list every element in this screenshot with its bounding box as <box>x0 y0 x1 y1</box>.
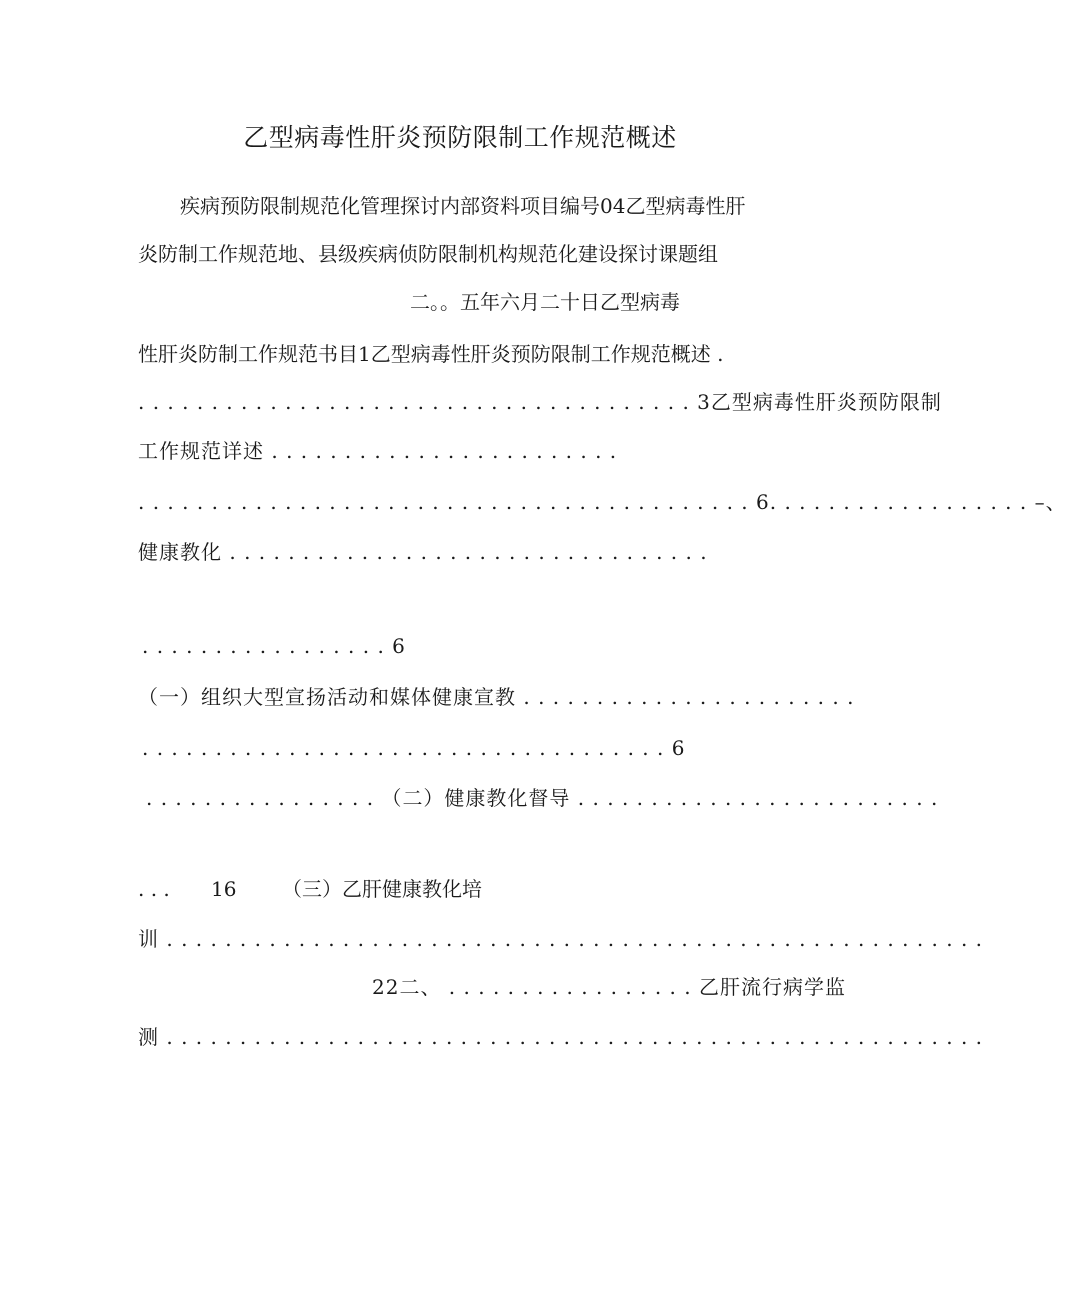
toc-line-5: 健康教化 . . . . . . . . . . . . . . . . . . . . . . . . . . . . . . . . . <box>138 540 708 564</box>
toc-line-9: . . . . . . . . . . . . . . . . （二）健康教化督导 . . . . . . . . . . . . . . . . . . . . . . . . . <box>146 786 939 810</box>
toc-line-10: （三）乙肝健康教化培 <box>282 877 482 901</box>
toc-line-1: 性肝炎防制工作规范书目1乙型病毒性肝炎预防限制工作规范概述 . <box>138 342 724 366</box>
toc-line-6: . . . . . . . . . . . . . . . . . 6 <box>142 634 406 658</box>
toc-dots-short: . . . <box>138 877 170 901</box>
toc-line-8: . . . . . . . . . . . . . . . . . . . . . . . . . . . . . . . . . . . . 6 <box>142 736 686 760</box>
toc-line-12: 22二、 . . . . . . . . . . . . . . . . . 乙肝流行病学监 <box>372 975 846 999</box>
date-line: 二。。五年六月二十日乙型病毒 <box>410 290 680 314</box>
intro-line-2: 炎防制工作规范地、县级疾病侦防限制机构规范化建设探讨课题组 <box>138 242 718 266</box>
document-title: 乙型病毒性肝炎预防限制工作规范概述 <box>243 123 677 152</box>
toc-line-4: . . . . . . . . . . . . . . . . . . . . . . . . . . . . . . . . . . . . . . . . . . 6. . . . . . . . . . . . . . . . . . –、 <box>138 490 1067 514</box>
toc-line-13: 测 . . . . . . . . . . . . . . . . . . . . . . . . . . . . . . . . . . . . . . . . . . . . . . . . . . . . . . . . <box>138 1025 984 1049</box>
toc-line-3: 工作规范详述 . . . . . . . . . . . . . . . . . . . . . . . . <box>138 439 618 463</box>
toc-line-11: 训 . . . . . . . . . . . . . . . . . . . . . . . . . . . . . . . . . . . . . . . . . . . . . . . . . . . . . . . . <box>138 927 984 951</box>
toc-line-7: （一）组织大型宣扬活动和媒体健康宣教 . . . . . . . . . . . . . . . . . . . . . . . <box>138 685 855 709</box>
intro-line-1: 疾病预防限制规范化管理探讨内部资料项目编号04乙型病毒性肝 <box>180 194 746 218</box>
toc-line-2: . . . . . . . . . . . . . . . . . . . . . . . . . . . . . . . . . . . . . . 3乙型病毒性肝炎预防限制 <box>138 390 942 414</box>
toc-page-16: 16 <box>211 877 237 901</box>
